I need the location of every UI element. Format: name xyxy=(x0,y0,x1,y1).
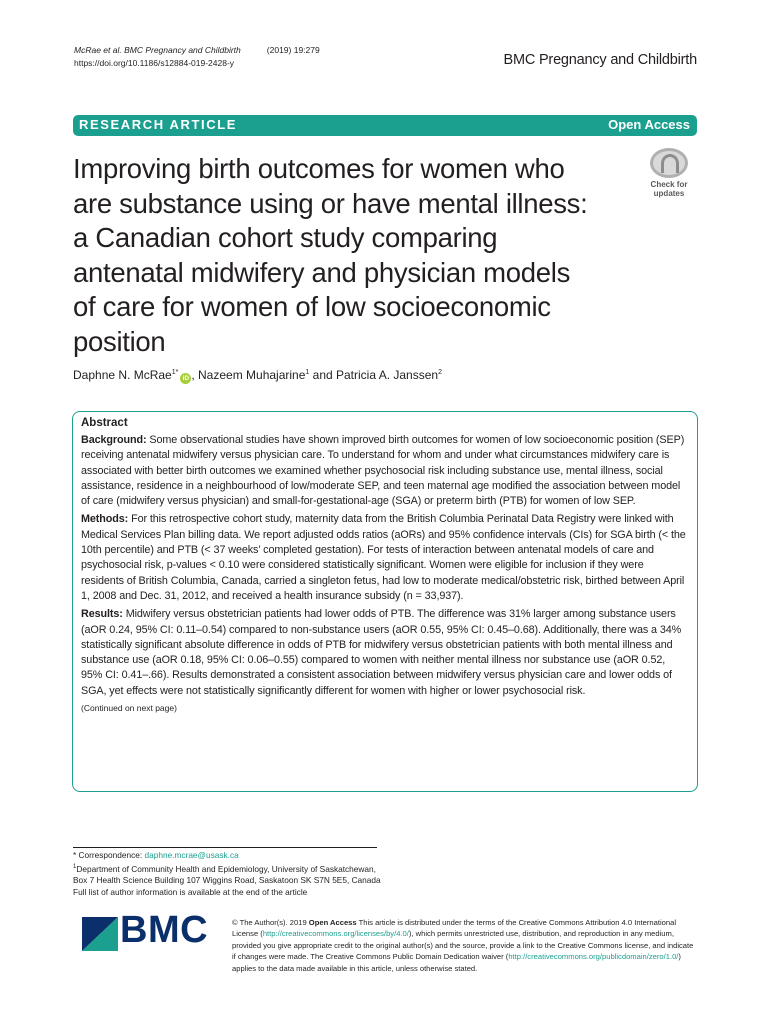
doi-link[interactable]: https://doi.org/10.1186/s12884-019-2428-y xyxy=(74,58,235,68)
abstract-heading: Abstract xyxy=(81,417,128,429)
journal-name: BMC Pregnancy and Childbirth xyxy=(503,52,697,68)
article-type-label: RESEARCH ARTICLE xyxy=(79,117,238,132)
title-line: are substance using or have mental illness: xyxy=(73,187,588,219)
citation-year: (2019) 19:279 xyxy=(266,45,320,55)
title-line: a Canadian cohort study comparing xyxy=(73,222,498,253)
check-updates-icon xyxy=(650,148,688,178)
open-access-label: Open Access xyxy=(608,117,690,132)
citation-authors: McRae et al. BMC Pregnancy and Childbirth xyxy=(74,45,241,55)
author-info-note: Full list of author information is available at the end of the article xyxy=(73,886,308,897)
abstract-box xyxy=(72,411,698,792)
author-affiliation-sup: 2 xyxy=(438,369,442,376)
title-line: of care for women of low socioeconomic xyxy=(73,291,551,322)
bmc-logo-text: BMC xyxy=(120,909,209,951)
section-label: Methods: xyxy=(81,513,129,526)
affiliation-sup: 1 xyxy=(73,863,77,870)
continued-note: (Continued on next page) xyxy=(81,703,177,714)
cc-zero-link[interactable]: http://creativecommons.org/publicdomain/zero/1.0/ xyxy=(508,952,679,962)
check-for-updates-button[interactable] xyxy=(641,146,697,202)
author-affiliation-sup: 1* xyxy=(171,369,179,376)
article-type-banner xyxy=(73,115,697,136)
author-list xyxy=(73,368,442,384)
correspondence-email-link[interactable]: daphne.mcrae@usask.ca xyxy=(144,850,239,860)
section-label: Background: xyxy=(81,434,147,446)
cc-by-license-link[interactable]: http://creativecommons.org/licenses/by/4.0/ xyxy=(262,929,409,939)
check-updates-label: Check for updates xyxy=(650,180,688,198)
title-line: Improving birth outcomes for women who xyxy=(73,153,565,184)
footnote-divider xyxy=(73,847,377,848)
article-title xyxy=(73,152,633,359)
abstract-results xyxy=(81,607,689,699)
open-access-bold: Open Access xyxy=(308,918,357,927)
section-text: For this retrospective cohort study, maternity data from the British Columbia Perinatal Data Registry were linked with Medical Services Plan billing data. We report adjusted odds ratios (aORs) and 95% confidence intervals (CIs) for SGA birth (< the 10th percentile) and PTB (< 37 weeks’ completed gestation). For tests of interaction between antenatal models of care and psychosocial risk, p-values < 0.10 were considered statistically significant. Women were eligible for inclusion if they were residents of British Columbia, Canada, carried a singleton fetus, had low to moderate medical/obstetric risk, birthed between April 1, 2008 and Dec. 31, 2012, and received a health insurance subsidy (n = 33,937). xyxy=(81,513,686,602)
title-line: antenatal midwifery and physician models xyxy=(73,256,571,288)
citation-header xyxy=(74,44,320,70)
footnote xyxy=(73,850,383,898)
author-name: Daphne N. McRae xyxy=(73,368,172,382)
affiliation-text: Department of Community Health and Epidemiology, University of Saskatchewan, Box 7 Health Science Building 107 Wiggins Road, Saskatoon SK S7N 5E5, Canada xyxy=(73,863,381,885)
author-affiliation-sup: 1 xyxy=(305,369,310,376)
orcid-icon[interactable]: iD xyxy=(180,373,191,384)
correspondence-label: * Correspondence: xyxy=(73,850,145,860)
abstract-methods xyxy=(81,512,689,604)
bmc-logo-icon xyxy=(82,917,118,951)
section-label: Results: xyxy=(81,608,123,621)
bmc-logo xyxy=(82,909,222,955)
author-name: and Patricia A. Janssen xyxy=(309,368,439,382)
author-name: , Nazeem Muhajarine xyxy=(191,368,306,382)
abstract-background xyxy=(81,433,689,509)
section-text: Midwifery versus obstetrician patients had lower odds of PTB. The difference was 31% larger among substance users (aOR 0.24, 95% CI: 0.11–0.54) compared to non-substance users (aOR 0.55, 95% CI: 0.45–0.68). Additionally, there was a 34% statistically significant absolute difference in odds of PTB for midwifery versus obstetrician patients with both mental illness and substance use (aOR 0.18, 95% CI: 0.06–0.55) compared to women with neither mental illness nor substance use (aOR 0.52, 95% CI: 0.41–.66). Results demonstrated a consistent association between midwifery versus physician care and lower odds of SGA, yet effects were not statistically significantly different for women with higher or lower psychosocial risk. xyxy=(81,608,682,697)
section-text: Some observational studies have shown improved birth outcomes for women of low socioeconomic position (SEP) receiving antenatal midwifery versus physician care. To understand for whom and under what circumstances midwifery care is associated with better birth outcomes we examined whether psychosocial risk including substance use, mental illness, social assistance, residence in a neighbourhood of low/moderate SEP, and teen maternal age modified the association between model of care (midwifery versus physician) and small-for-gestational-age (SGA) or preterm birth (PTB) for women of low SEP. xyxy=(81,434,685,508)
title-line: position xyxy=(73,325,166,357)
license-statement: © The Author(s). 2019 Open Access This article is distributed under the terms of the Creative Commons Attribution 4.0 International License (http://creativecommons.org/licenses/by/4.0/), which permits unrestricted use, distribution, and reproduction in any medium, provided you give appropriate credit to the original author(s) and the source, provide a link to the Creative Commons license, and indicate if changes were made. The Creative Commons Public Domain Dedication waiver (http://creativecommons.org/publicdomain/zero/1.0/) applies to the data made available in this article, unless otherwise stated. xyxy=(232,918,694,973)
